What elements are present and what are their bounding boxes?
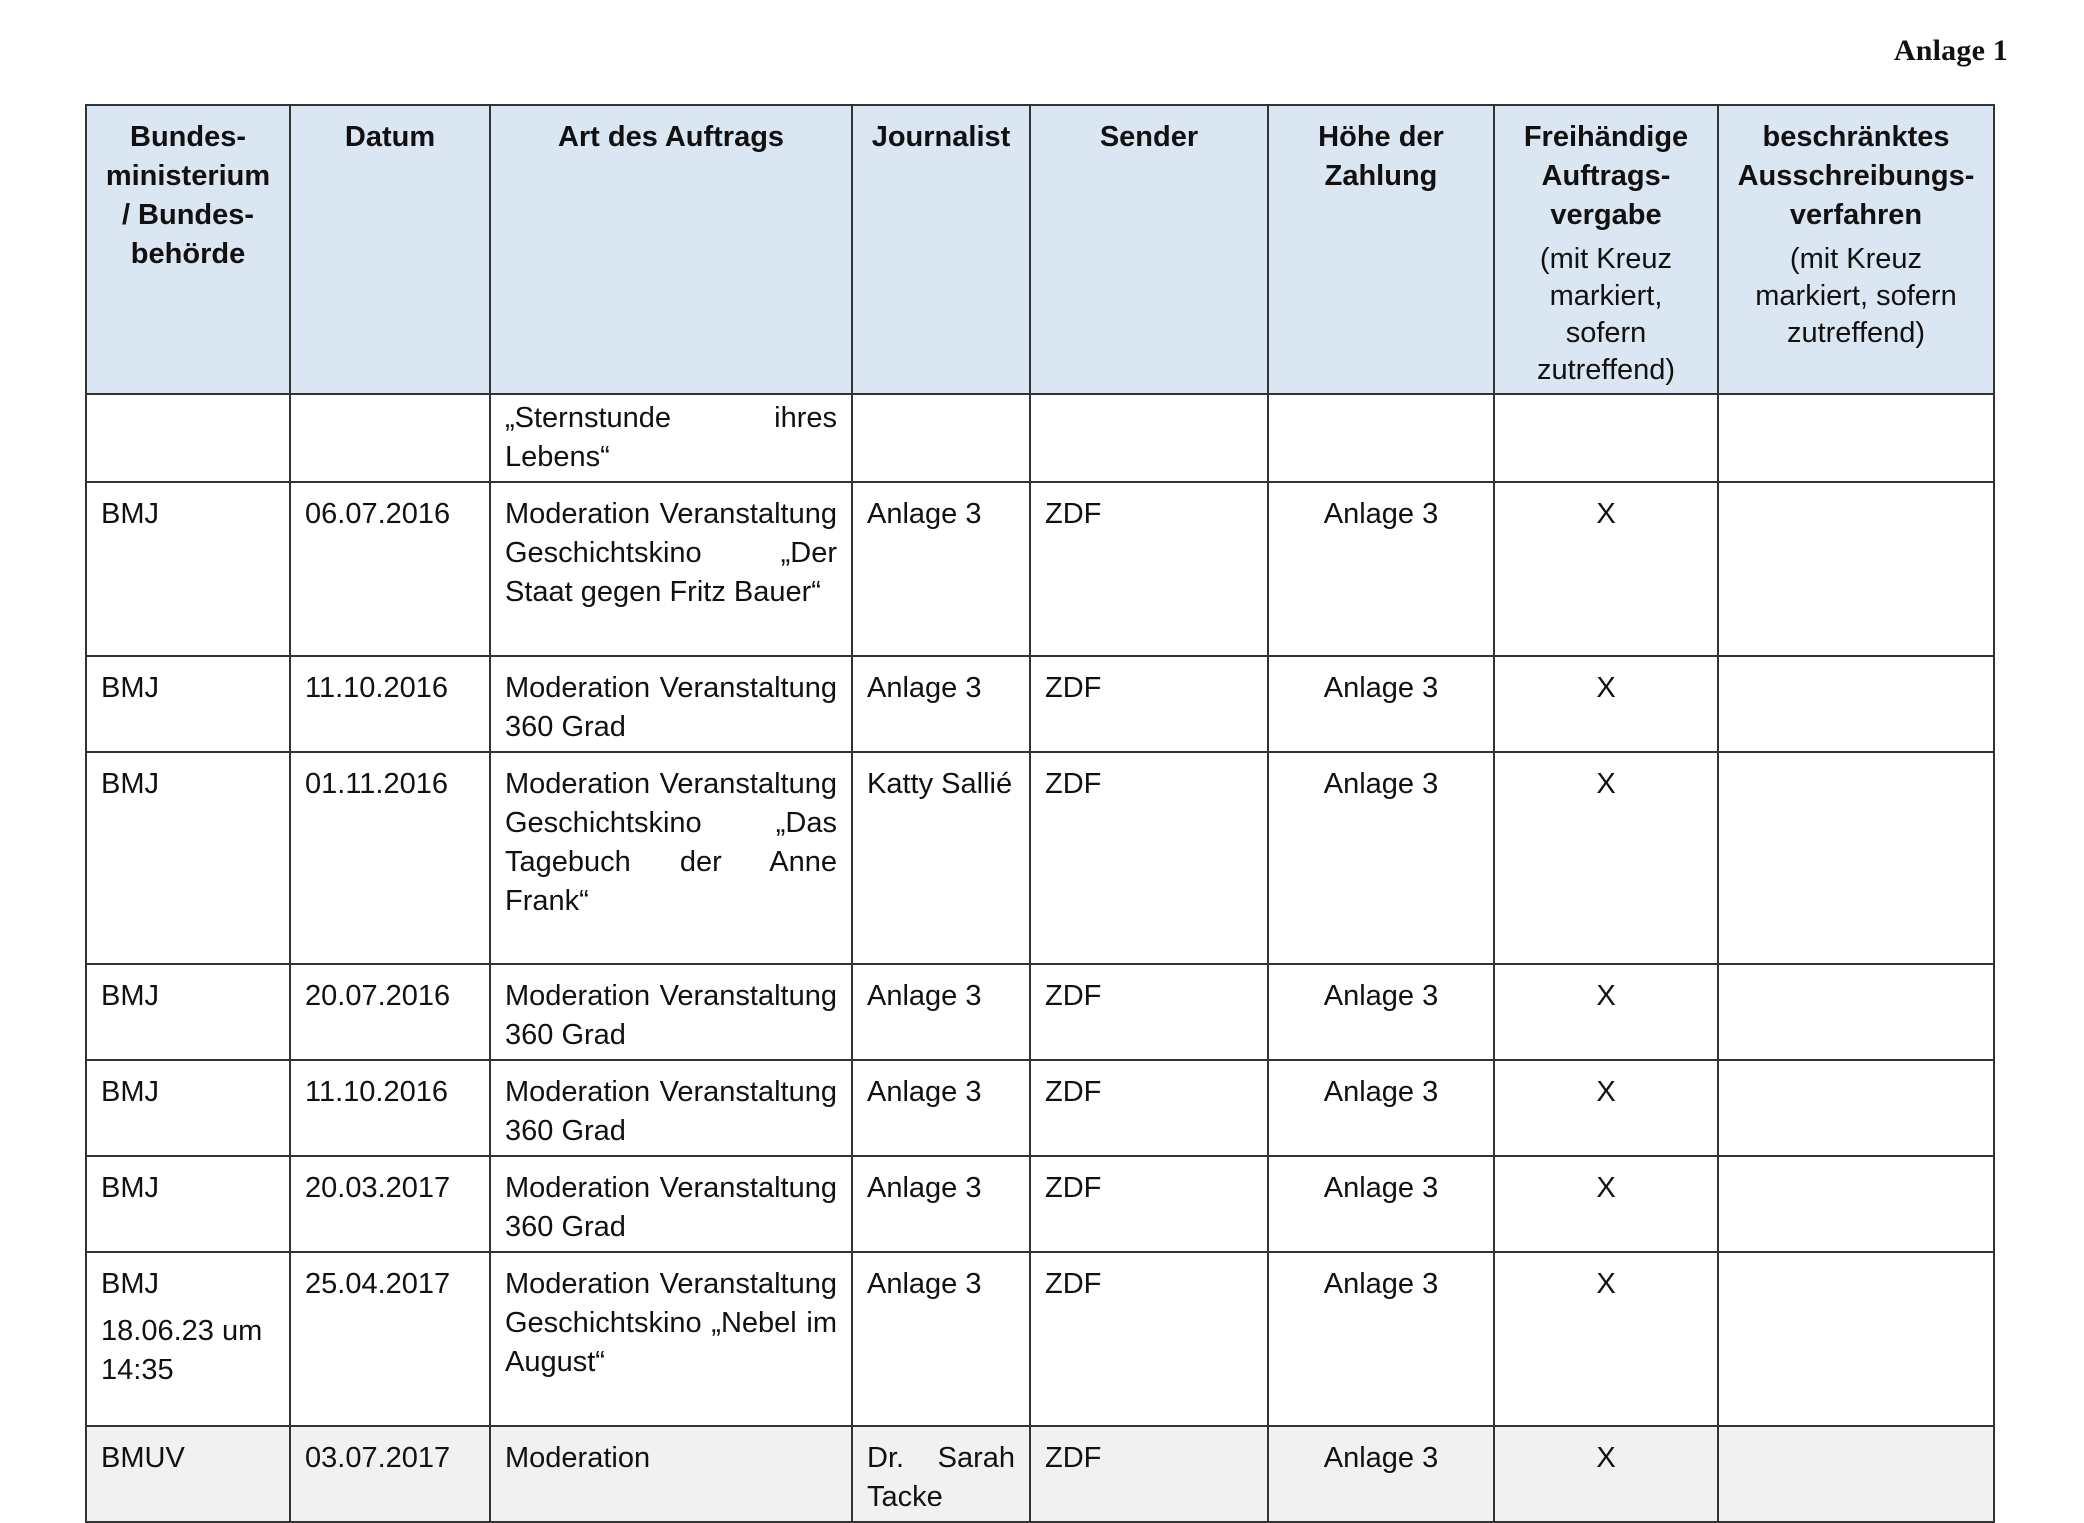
cell-beschraenkt bbox=[1718, 482, 1994, 656]
header-broadcaster-label: Sender bbox=[1099, 121, 1199, 153]
cell-beschraenkt bbox=[1718, 1156, 1994, 1252]
header-type bbox=[490, 105, 852, 394]
cell-type: Moderation Veranstaltung Geschichtskino „Nebel im August“ bbox=[490, 1252, 852, 1426]
cell-date: 20.03.2017 bbox=[290, 1156, 490, 1252]
cell-payment: Anlage 3 bbox=[1268, 1156, 1494, 1252]
cell-freihaendig: X bbox=[1494, 1252, 1718, 1426]
cell-ministry: BMJ bbox=[86, 1060, 290, 1156]
cell-journalist: Anlage 3 bbox=[852, 482, 1030, 656]
table-row bbox=[86, 752, 1994, 964]
cell-payment: Anlage 3 bbox=[1268, 482, 1494, 656]
cell-broadcaster bbox=[1030, 394, 1268, 482]
cell-ministry-note: 18.06.23 um 14:35 bbox=[101, 1315, 263, 1386]
cell-freihaendig: X bbox=[1494, 482, 1718, 656]
cell-type: Moderation bbox=[490, 1426, 852, 1522]
cell-payment: Anlage 3 bbox=[1268, 1426, 1494, 1522]
table-row bbox=[86, 1426, 1994, 1522]
cell-beschraenkt bbox=[1718, 1060, 1994, 1156]
cell-journalist bbox=[852, 394, 1030, 482]
header-beschraenkt-label: beschränktes Ausschreibungs-verfahren bbox=[1737, 121, 1975, 231]
header-beschraenkt-note: (mit Kreuz markiert, sofern zutreffend) bbox=[1755, 243, 1957, 349]
cell-freihaendig: X bbox=[1494, 1156, 1718, 1252]
cell-freihaendig: X bbox=[1494, 1426, 1718, 1522]
cell-payment: Anlage 3 bbox=[1268, 964, 1494, 1060]
cell-broadcaster: ZDF bbox=[1030, 482, 1268, 656]
cell-type: „Sternstunde ihres Lebens“ bbox=[490, 394, 852, 482]
cell-journalist: Dr. Sarah Tacke bbox=[852, 1426, 1030, 1522]
cell-date: 20.07.2016 bbox=[290, 964, 490, 1060]
cell-broadcaster: ZDF bbox=[1030, 1252, 1268, 1426]
cell-beschraenkt bbox=[1718, 752, 1994, 964]
cell-broadcaster: ZDF bbox=[1030, 1426, 1268, 1522]
header-ministry bbox=[86, 105, 290, 394]
cell-type: Moderation Veranstaltung 360 Grad bbox=[490, 656, 852, 752]
cell-ministry bbox=[86, 1252, 290, 1426]
cell-beschraenkt bbox=[1718, 964, 1994, 1060]
header-beschraenkt bbox=[1718, 105, 1994, 394]
cell-type: Moderation Veranstaltung 360 Grad bbox=[490, 964, 852, 1060]
cell-date: 01.11.2016 bbox=[290, 752, 490, 964]
cell-payment: Anlage 3 bbox=[1268, 752, 1494, 964]
cell-beschraenkt bbox=[1718, 1252, 1994, 1426]
header-payment bbox=[1268, 105, 1494, 394]
table-row bbox=[86, 394, 1994, 482]
cell-beschraenkt bbox=[1718, 1426, 1994, 1522]
header-row bbox=[86, 105, 1994, 394]
cell-freihaendig bbox=[1494, 394, 1718, 482]
cell-date: 06.07.2016 bbox=[290, 482, 490, 656]
cell-payment bbox=[1268, 394, 1494, 482]
header-broadcaster bbox=[1030, 105, 1268, 394]
table-row bbox=[86, 964, 1994, 1060]
page-label: Anlage 1 bbox=[1893, 34, 2008, 67]
cell-ministry: BMJ bbox=[86, 1156, 290, 1252]
cell-type: Moderation Veranstaltung Geschichtskino „Das Tagebuch der Anne Frank“ bbox=[490, 752, 852, 964]
cell-ministry: BMJ bbox=[86, 656, 290, 752]
cell-type: Moderation Veranstaltung 360 Grad bbox=[490, 1060, 852, 1156]
table-row bbox=[86, 482, 1994, 656]
table-row bbox=[86, 1252, 1994, 1426]
header-date bbox=[290, 105, 490, 394]
header-type-label: Art des Auftrags bbox=[557, 121, 785, 153]
cell-journalist: Anlage 3 bbox=[852, 1156, 1030, 1252]
cell-journalist: Katty Sallié bbox=[852, 752, 1030, 964]
table-row bbox=[86, 1060, 1994, 1156]
header-date-label: Datum bbox=[344, 121, 436, 153]
cell-ministry: BMUV bbox=[86, 1426, 290, 1522]
cell-ministry bbox=[86, 394, 290, 482]
cell-date: 11.10.2016 bbox=[290, 1060, 490, 1156]
cell-payment: Anlage 3 bbox=[1268, 1252, 1494, 1426]
cell-journalist: Anlage 3 bbox=[852, 656, 1030, 752]
cell-journalist: Anlage 3 bbox=[852, 1060, 1030, 1156]
cell-journalist: Anlage 3 bbox=[852, 1252, 1030, 1426]
table-row bbox=[86, 656, 1994, 752]
header-journalist bbox=[852, 105, 1030, 394]
cell-broadcaster: ZDF bbox=[1030, 1060, 1268, 1156]
cell-beschraenkt bbox=[1718, 394, 1994, 482]
cell-freihaendig: X bbox=[1494, 752, 1718, 964]
header-freihaendig-note: (mit Kreuz markiert, sofern zutreffend) bbox=[1536, 243, 1676, 386]
table-row bbox=[86, 1156, 1994, 1252]
cell-payment: Anlage 3 bbox=[1268, 656, 1494, 752]
header-freihaendig bbox=[1494, 105, 1718, 394]
cell-type: Moderation Veranstaltung 360 Grad bbox=[490, 1156, 852, 1252]
cell-date bbox=[290, 394, 490, 482]
cell-date: 03.07.2017 bbox=[290, 1426, 490, 1522]
cell-freihaendig: X bbox=[1494, 656, 1718, 752]
cell-broadcaster: ZDF bbox=[1030, 656, 1268, 752]
header-journalist-label: Journalist bbox=[871, 121, 1011, 153]
cell-ministry: BMJ bbox=[86, 752, 290, 964]
cell-beschraenkt bbox=[1718, 656, 1994, 752]
cell-broadcaster: ZDF bbox=[1030, 1156, 1268, 1252]
cell-journalist: Anlage 3 bbox=[852, 964, 1030, 1060]
cell-type: Moderation Veranstaltung Geschichtskino „Der Staat gegen Fritz Bauer“ bbox=[490, 482, 852, 656]
cell-broadcaster: ZDF bbox=[1030, 752, 1268, 964]
contracts-table bbox=[85, 104, 1995, 1523]
cell-broadcaster: ZDF bbox=[1030, 964, 1268, 1060]
cell-ministry: BMJ bbox=[86, 964, 290, 1060]
cell-date: 25.04.2017 bbox=[290, 1252, 490, 1426]
header-payment-label: Höhe der Zahlung bbox=[1318, 121, 1444, 192]
cell-ministry-value: BMJ bbox=[101, 1268, 159, 1300]
cell-date: 11.10.2016 bbox=[290, 656, 490, 752]
cell-freihaendig: X bbox=[1494, 964, 1718, 1060]
cell-payment: Anlage 3 bbox=[1268, 1060, 1494, 1156]
header-ministry-label: Bundes-ministerium / Bundes-behörde bbox=[105, 121, 271, 270]
cell-ministry: BMJ bbox=[86, 482, 290, 656]
cell-freihaendig: X bbox=[1494, 1060, 1718, 1156]
header-freihaendig-label: Freihändige Auftrags-vergabe bbox=[1523, 121, 1689, 231]
